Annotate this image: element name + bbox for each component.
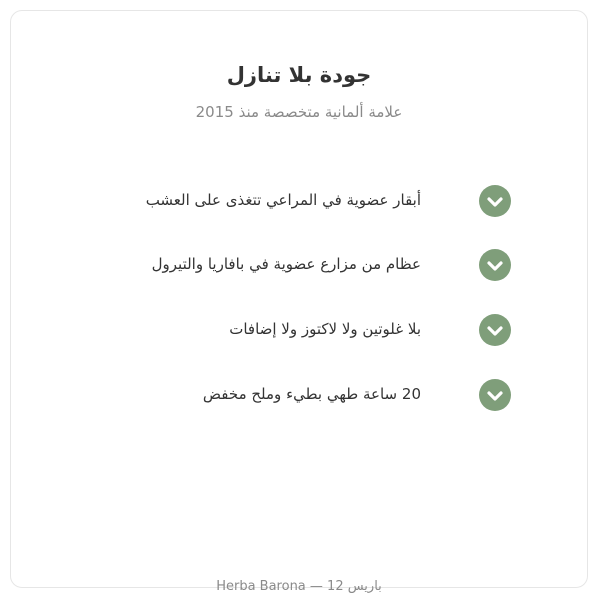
feature-item — [131, 249, 511, 283]
feature-text: أبقار عضوية في المراعي تتغذى على العشب — [145, 191, 421, 209]
feature-text: 20 ساعة طهي بطيء وملح مخفض — [202, 385, 421, 403]
feature-text: عظام من مزارع عضوية في بافاريا والتيرول — [151, 255, 421, 273]
card-title: جودة بلا تنازل — [226, 63, 372, 87]
info-card — [10, 10, 588, 594]
footer-note: باريس 12 — Herba Barona — [216, 579, 382, 594]
check-circle-icon — [479, 249, 511, 281]
feature-item — [131, 185, 511, 219]
check-circle-icon — [479, 314, 511, 346]
feature-item — [131, 314, 511, 348]
card-subtitle: علامة ألمانية متخصصة منذ 2015 — [195, 103, 403, 121]
feature-item — [131, 379, 511, 413]
check-circle-icon — [479, 185, 511, 217]
feature-text: بلا غلوتين ولا لاكتوز ولا إضافات — [229, 320, 421, 338]
check-circle-icon — [479, 379, 511, 411]
